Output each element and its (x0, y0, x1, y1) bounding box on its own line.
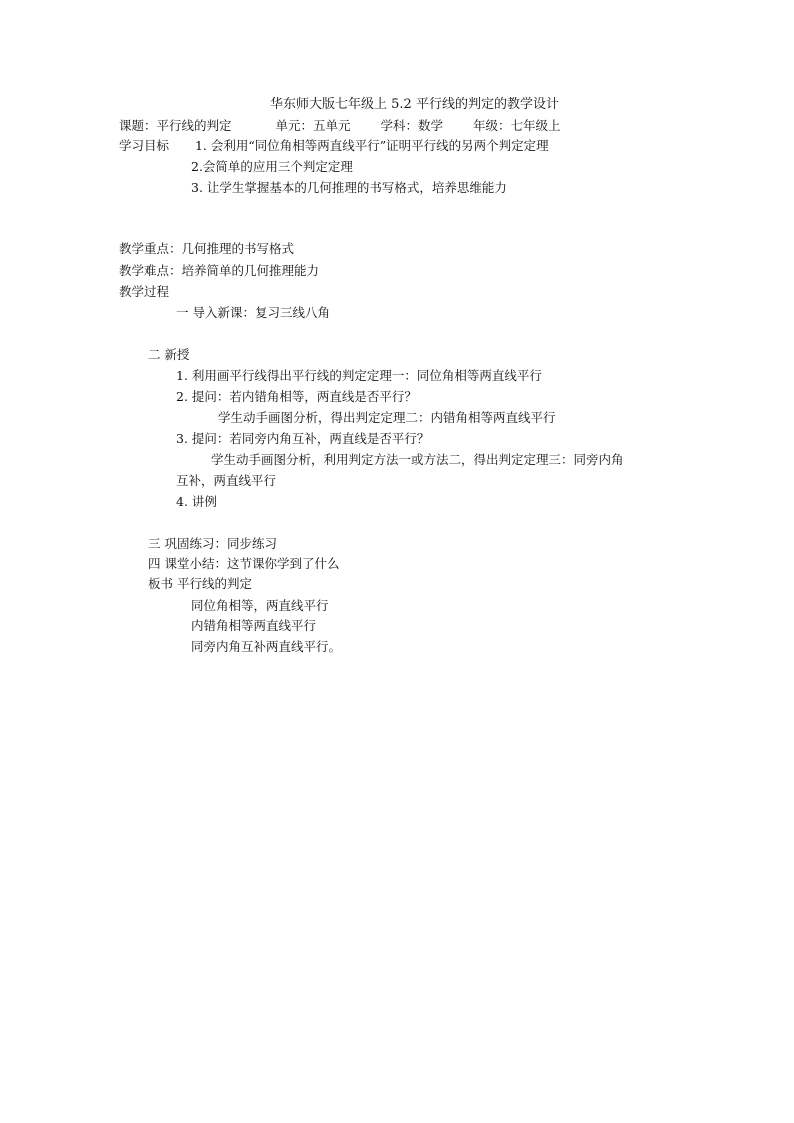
difficulty: 教学难点：培养简单的几何推理能力 (119, 263, 320, 278)
objectives-row (119, 138, 549, 154)
step-2-item-4: 4. 讲例 (176, 494, 217, 509)
unit-label: 单元：五单元 (275, 118, 351, 133)
grade-label: 年级：七年级上 (472, 118, 561, 133)
process-heading: 教学过程 (119, 284, 170, 299)
step-2-item-1: 1. 利用画平行线得出平行线的判定定理一：同位角相等两直线平行 (176, 368, 542, 383)
key-point: 教学重点：几何推理的书写格式 (119, 241, 295, 256)
objective-item-2: 2.会简单的应用三个判定定理 (191, 159, 353, 174)
document-title: 华东师大版七年级上 5.2 平行线的判定的教学设计 (270, 97, 559, 112)
board-line-3: 同旁内角互补两直线平行。 (191, 639, 342, 654)
objective-item-3: 3. 让学生掌握基本的几何推理的书写格式，培养思维能力 (191, 180, 507, 195)
step-4: 四 课堂小结：这节课你学到了什么 (148, 556, 340, 571)
step-3: 三 巩固练习：同步练习 (148, 536, 277, 551)
step-2-item-3-detail: 学生动手画图分析，利用判定方法一或方法二，得出判定定理三：同旁内角 (211, 452, 624, 467)
board-line-1: 同位角相等，两直线平行 (191, 598, 329, 613)
step-2-item-2-detail: 学生动手画图分析，得出判定定理二：内错角相等两直线平行 (218, 410, 556, 425)
objectives-label: 学习目标 (119, 138, 170, 153)
board-label: 板书 平行线的判定 (148, 576, 252, 591)
step-2-item-3-detail-cont: 互补，两直线平行 (176, 473, 277, 488)
step-2-heading: 二 新授 (148, 347, 190, 362)
subject-label: 学科：数学 (380, 118, 443, 133)
step-2-item-3: 3. 提问：若同旁内角互补，两直线是否平行？ (176, 431, 430, 446)
step-1: 一 导入新课：复习三线八角 (176, 305, 330, 320)
objective-item-1: 1. 会利用“同位角相等两直线平行”证明平行线的另两个判定定理 (194, 138, 549, 153)
lesson-info-row (119, 118, 560, 134)
board-line-2: 内错角相等两直线平行 (191, 618, 317, 633)
step-2-item-2: 2. 提问：若内错角相等，两直线是否平行？ (176, 389, 417, 404)
topic-label: 课题：平行线的判定 (119, 118, 232, 133)
